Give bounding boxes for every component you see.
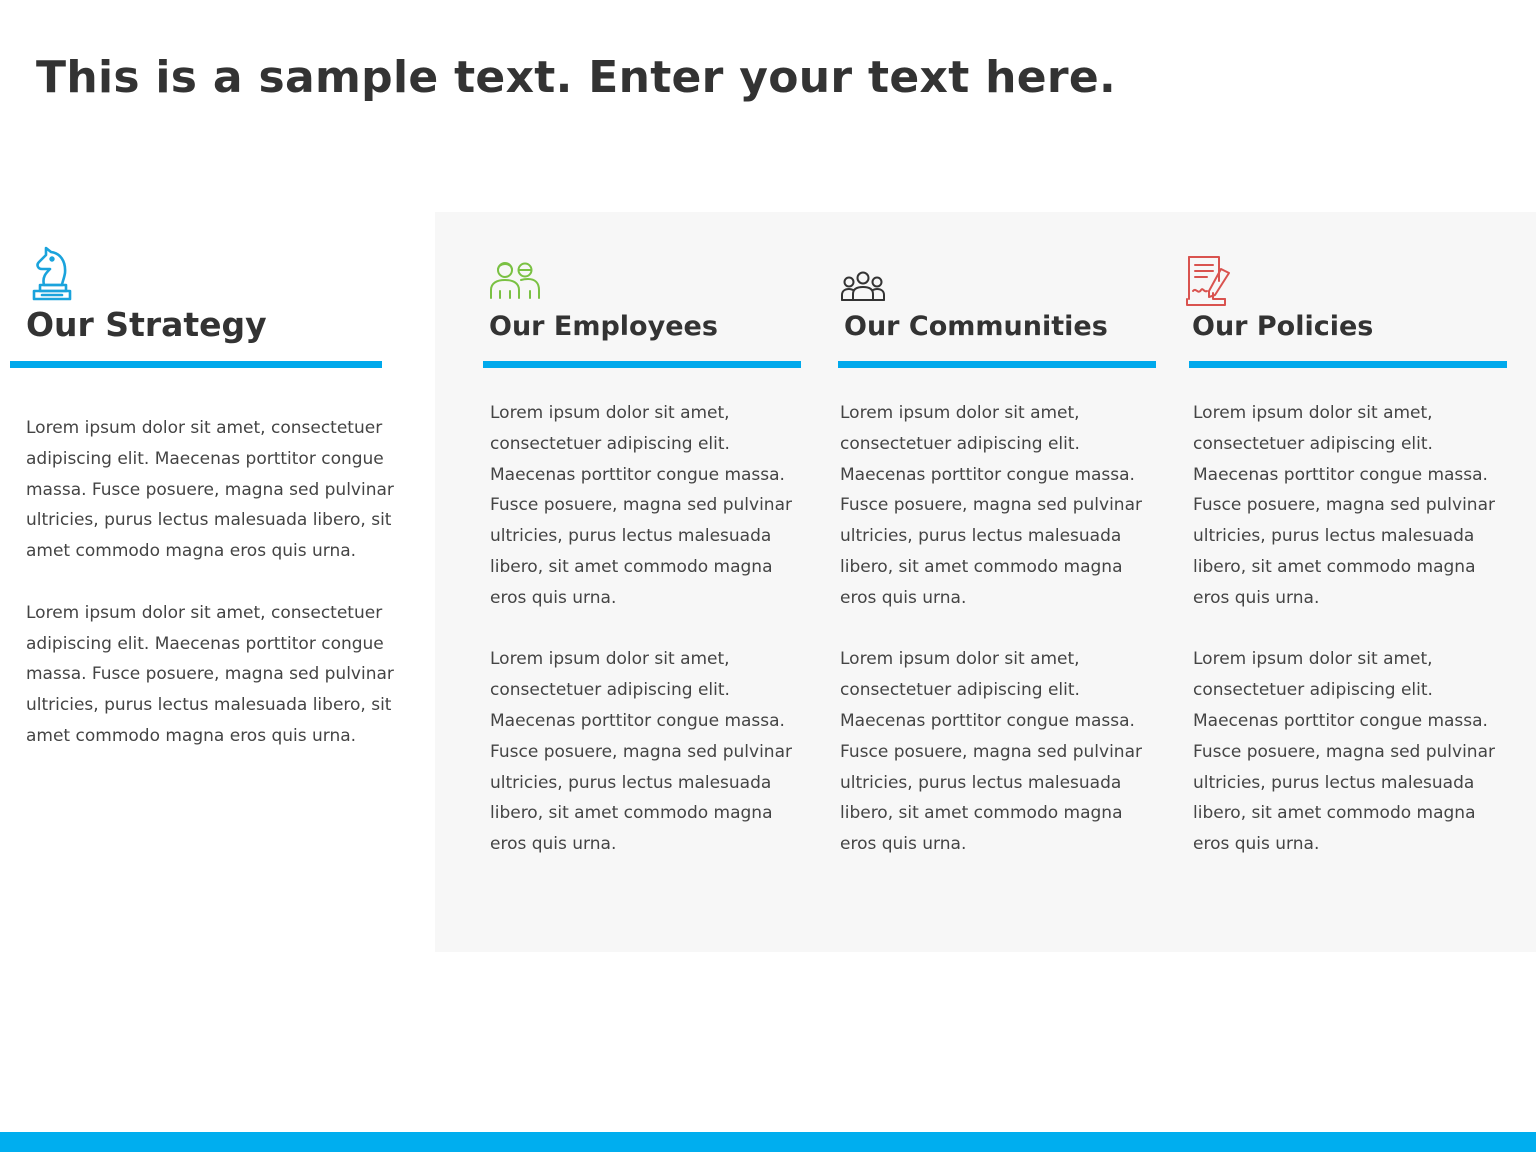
body-paragraph: Lorem ipsum dolor sit amet, consectetuer adipiscing elit. Maecenas porttitor congue massa. Fusce posuere, magna sed pulvinar ultricies, purus lectus malesuada libero, sit amet commodo magna eros quis urna.: [1193, 649, 1495, 855]
heading-underline: [10, 361, 382, 368]
body-paragraph: Lorem ipsum dolor sit amet, consectetuer adipiscing elit. Maecenas porttitor congue massa. Fusce posuere, magna sed pulvinar ultricies, purus lectus malesuada libero, sit amet commodo magna eros quis urna.: [840, 649, 1142, 855]
column-heading: Our Policies: [1192, 311, 1374, 342]
body-paragraph: Lorem ipsum dolor sit amet, consectetuer adipiscing elit. Maecenas porttitor congue massa. Fusce posuere, magna sed pulvinar ultricies, purus lectus malesuada libero, sit amet commodo magna eros quis urna.: [490, 403, 792, 608]
column-heading: Our Strategy: [26, 305, 267, 344]
body-paragraph: Lorem ipsum dolor sit amet, consectetuer adipiscing elit. Maecenas porttitor congue massa. Fusce posuere, magna sed pulvinar ultricies, purus lectus malesuada libero, sit amet commodo magna eros quis urna.: [490, 649, 792, 855]
employees-icon: [488, 258, 542, 305]
chess-knight-icon: [28, 245, 76, 308]
body-paragraph: Lorem ipsum dolor sit amet, consectetuer adipiscing elit. Maecenas porttitor congue massa. Fusce posuere, magna sed pulvinar ultricies, purus lectus malesuada libero, sit amet commodo magna eros quis urna.: [840, 403, 1142, 608]
column-body: [840, 398, 1155, 891]
heading-underline: [838, 361, 1156, 368]
body-paragraph: Lorem ipsum dolor sit amet, consectetuer adipiscing elit. Maecenas porttitor congue massa. Fusce posuere, magna sed pulvinar ultricies, purus lectus malesuada libero, sit amet commodo magna eros quis urna.: [1193, 403, 1495, 608]
footer-accent-bar: [0, 1132, 1536, 1152]
community-group-icon: [840, 270, 886, 307]
body-paragraph: Lorem ipsum dolor sit amet, consectetuer adipiscing elit. Maecenas porttitor congue massa. Fusce posuere, magna sed pulvinar ultricies, purus lectus malesuada libero, sit amet commodo magna eros quis urna.: [26, 418, 394, 562]
column-heading: Our Communities: [844, 311, 1108, 342]
column-body: [26, 413, 401, 783]
heading-underline: [1189, 361, 1507, 368]
body-paragraph: Lorem ipsum dolor sit amet, consectetuer adipiscing elit. Maecenas porttitor congue massa. Fusce posuere, magna sed pulvinar ultricies, purus lectus malesuada libero, sit amet commodo magna eros quis urna.: [26, 602, 394, 746]
column-heading: Our Employees: [489, 311, 718, 342]
column-body: [490, 398, 795, 891]
slide-title: This is a sample text. Enter your text here.: [36, 52, 1117, 103]
column-body: [1193, 398, 1498, 891]
heading-underline: [483, 361, 801, 368]
policy-document-icon: [1185, 255, 1233, 312]
